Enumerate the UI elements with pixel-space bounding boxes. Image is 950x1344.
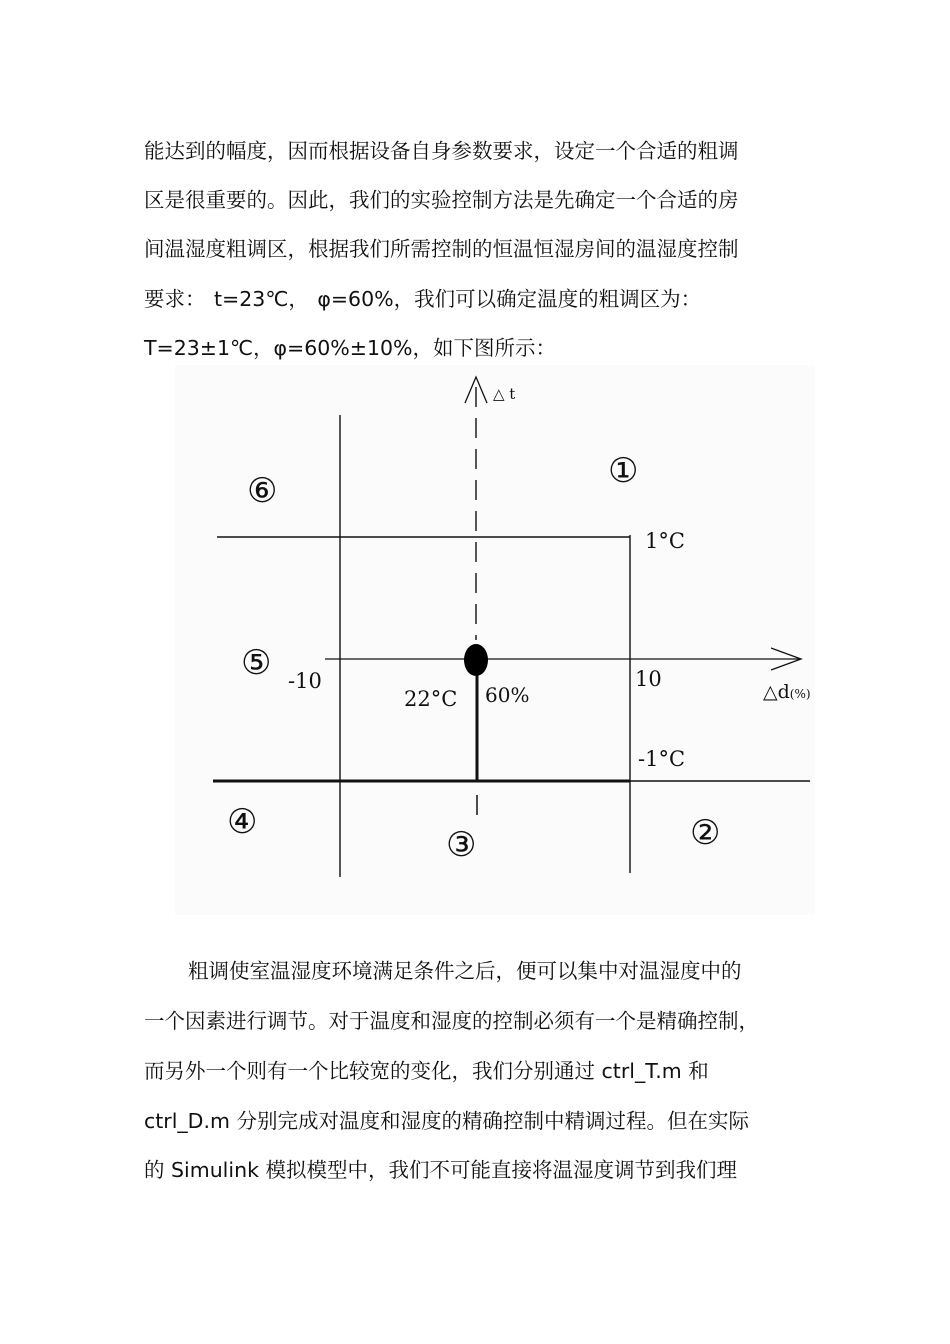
center-humidity-label: 60% — [485, 683, 530, 707]
upper-bound-label: 1°C — [645, 529, 685, 553]
region-5-marker: ⑤ — [241, 643, 272, 683]
paragraph-2-line: ctrl_D.m 分别完成对温度和湿度的精确控制中精调过程。但在实际 — [144, 1109, 749, 1133]
x-axis-label — [763, 681, 811, 703]
diagram-canvas — [175, 365, 815, 915]
region-1-marker: ① — [608, 451, 639, 491]
paragraph-2-line: 而另外一个则有一个比较宽的变化，我们分别通过 ctrl_T.m 和 — [144, 1059, 709, 1083]
paragraph-1-line: 间温湿度粗调区，根据我们所需控制的恒温恒湿房间的温湿度控制 — [144, 237, 739, 261]
setpoint-marker — [464, 644, 488, 676]
paragraph-1-line: 能达到的幅度，因而根据设备自身参数要求，设定一个合适的粗调 — [144, 139, 739, 163]
y-axis-label: △ t — [493, 385, 516, 403]
paragraph-1-line: T=23±1℃，φ=60%±10%，如下图所示： — [144, 336, 557, 360]
paragraph-2-line: 的 Simulink 模拟模型中，我们不可能直接将温湿度调节到我们理 — [144, 1158, 737, 1182]
x-axis-unit: (%) — [789, 687, 811, 701]
coarse-zone-diagram — [175, 365, 815, 915]
lower-bound-label: -1°C — [638, 747, 686, 771]
paragraph-1-line: 区是很重要的。因此，我们的实验控制方法是先确定一个合适的房 — [144, 188, 739, 212]
x-axis-label-main: △d — [763, 681, 790, 703]
region-2-marker: ② — [690, 813, 721, 853]
right-humidity-label: 10 — [635, 667, 662, 691]
region-3-marker: ③ — [446, 825, 477, 865]
center-temperature-label: 22°C — [404, 687, 458, 711]
region-6-marker: ⑥ — [247, 471, 278, 511]
left-humidity-label: -10 — [288, 669, 322, 693]
paragraph-2-line: 一个因素进行调节。对于温度和湿度的控制必须有一个是精确控制， — [144, 1009, 759, 1033]
paragraph-1-line: 要求： t=23℃， φ=60%，我们可以确定温度的粗调区为： — [144, 287, 702, 311]
region-4-marker: ④ — [227, 802, 258, 842]
paragraph-2-line: 粗调使室温湿度环境满足条件之后，便可以集中对温湿度中的 — [188, 959, 742, 983]
